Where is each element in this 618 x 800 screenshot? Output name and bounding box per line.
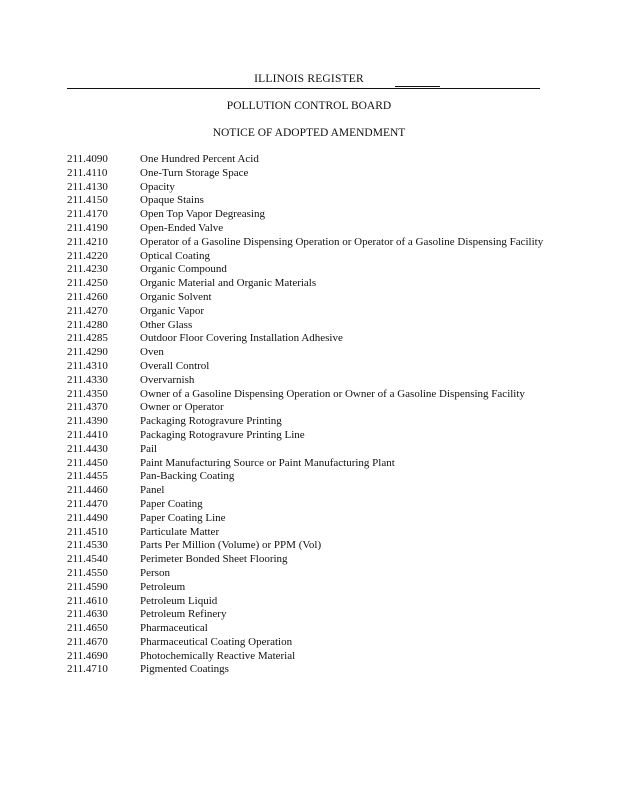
list-item — [67, 498, 547, 512]
list-item — [67, 181, 547, 195]
section-number: 211.4490 — [67, 511, 108, 524]
list-item — [67, 663, 547, 677]
list-item — [67, 346, 547, 360]
section-term: Person — [140, 566, 170, 579]
list-item — [67, 650, 547, 664]
section-term: Parts Per Million (Volume) or PPM (Vol) — [140, 539, 322, 552]
section-number: 211.4410 — [67, 428, 108, 441]
section-term: Opacity — [140, 180, 175, 193]
list-item — [67, 388, 547, 402]
section-number: 211.4150 — [67, 194, 108, 207]
section-number: 211.4170 — [67, 208, 108, 221]
section-term: Photochemically Reactive Material — [140, 649, 296, 662]
section-list — [67, 153, 547, 677]
list-item — [67, 167, 547, 181]
section-term: One-Turn Storage Space — [140, 166, 249, 179]
header-rule-accent — [395, 86, 440, 87]
notice-title: NOTICE OF ADOPTED AMENDMENT — [212, 127, 406, 139]
section-number: 211.4270 — [67, 304, 108, 317]
list-item — [67, 526, 547, 540]
board-title: POLLUTION CONTROL BOARD — [226, 100, 392, 112]
list-item — [67, 595, 547, 609]
section-number: 211.4330 — [67, 373, 108, 386]
section-term: Pigmented Coatings — [140, 663, 229, 676]
section-term: Pharmaceutical — [140, 622, 208, 635]
section-term: Pharmaceutical Coating Operation — [140, 635, 293, 648]
section-term: Perimeter Bonded Sheet Flooring — [140, 553, 288, 566]
list-item — [67, 194, 547, 208]
section-term: Paper Coating — [140, 497, 203, 510]
list-item — [67, 360, 547, 374]
section-number: 211.4370 — [67, 401, 108, 414]
section-term: Optical Coating — [140, 249, 210, 262]
section-term: Paint Manufacturing Source or Paint Manufacturing Plant — [140, 456, 395, 469]
section-number: 211.4540 — [67, 553, 108, 566]
list-item — [67, 222, 547, 236]
list-item — [67, 277, 547, 291]
list-item — [67, 429, 547, 443]
list-item — [67, 374, 547, 388]
section-number: 211.4260 — [67, 290, 108, 303]
list-item — [67, 250, 547, 264]
list-item — [67, 263, 547, 277]
section-term: Outdoor Floor Covering Installation Adhesive — [140, 332, 343, 345]
section-number: 211.4610 — [67, 594, 108, 607]
section-term: Packaging Rotogravure Printing Line — [140, 428, 305, 441]
list-item — [67, 567, 547, 581]
list-item — [67, 512, 547, 526]
section-number: 211.4110 — [67, 166, 108, 179]
section-term: Open Top Vapor Degreasing — [140, 208, 265, 221]
section-term: Open-Ended Valve — [140, 221, 224, 234]
section-term: Owner of a Gasoline Dispensing Operation or Owner of a Gasoline Dispensing Facility — [140, 387, 525, 400]
section-number: 211.4710 — [67, 663, 108, 676]
section-term: Petroleum — [140, 580, 186, 593]
section-number: 211.4590 — [67, 580, 108, 593]
section-term: Organic Compound — [140, 263, 227, 276]
section-term: Paper Coating Line — [140, 511, 226, 524]
section-number: 211.4450 — [67, 456, 108, 469]
section-term: Organic Material and Organic Materials — [140, 277, 317, 290]
section-number: 211.4090 — [67, 153, 108, 165]
list-item — [67, 291, 547, 305]
section-number: 211.4210 — [67, 235, 108, 248]
section-term: Other Glass — [140, 318, 193, 331]
section-term: Panel — [140, 484, 165, 497]
section-term: Overall Control — [140, 359, 210, 372]
register-title: ILLINOIS REGISTER — [254, 73, 364, 85]
section-number: 211.4650 — [67, 622, 108, 635]
list-item — [67, 236, 547, 250]
section-term: Oven — [140, 346, 164, 359]
section-number: 211.4190 — [67, 221, 108, 234]
section-number: 211.4220 — [67, 249, 108, 262]
section-term: Petroleum Liquid — [140, 594, 218, 607]
section-number: 211.4455 — [67, 470, 108, 483]
section-number: 211.4350 — [67, 387, 108, 400]
section-number: 211.4430 — [67, 442, 108, 455]
list-item — [67, 305, 547, 319]
section-term: One Hundred Percent Acid — [140, 153, 259, 165]
list-item — [67, 539, 547, 553]
section-number: 211.4250 — [67, 277, 108, 290]
list-item — [67, 443, 547, 457]
section-term: Pan-Backing Coating — [140, 470, 235, 483]
list-item — [67, 401, 547, 415]
list-item — [67, 608, 547, 622]
section-term: Opaque Stains — [140, 194, 204, 207]
section-term: Organic Vapor — [140, 304, 205, 317]
list-item — [67, 622, 547, 636]
list-item — [67, 553, 547, 567]
section-number: 211.4550 — [67, 566, 108, 579]
section-number: 211.4510 — [67, 525, 108, 538]
list-item — [67, 457, 547, 471]
list-item — [67, 415, 547, 429]
section-number: 211.4690 — [67, 649, 108, 662]
section-number: 211.4130 — [67, 180, 108, 193]
list-item — [67, 484, 547, 498]
header-rule — [67, 88, 540, 89]
section-number: 211.4310 — [67, 359, 108, 372]
section-number: 211.4630 — [67, 608, 108, 621]
section-number: 211.4470 — [67, 497, 108, 510]
section-term: Organic Solvent — [140, 290, 212, 303]
section-number: 211.4290 — [67, 346, 108, 359]
list-item — [67, 319, 547, 333]
section-term: Particulate Matter — [140, 525, 220, 538]
section-term: Operator of a Gasoline Dispensing Operation or Operator of a Gasoline Dispensing Facility — [140, 235, 544, 248]
section-term: Packaging Rotogravure Printing — [140, 415, 282, 428]
list-item — [67, 636, 547, 650]
list-item — [67, 332, 547, 346]
section-number: 211.4670 — [67, 635, 108, 648]
section-number: 211.4390 — [67, 415, 108, 428]
section-number: 211.4460 — [67, 484, 108, 497]
list-item — [67, 581, 547, 595]
section-number: 211.4285 — [67, 332, 108, 345]
section-number: 211.4530 — [67, 539, 108, 552]
section-number: 211.4230 — [67, 263, 108, 276]
section-term: Petroleum Refinery — [140, 608, 227, 621]
list-item — [67, 208, 547, 222]
list-item — [67, 153, 547, 167]
section-number: 211.4280 — [67, 318, 108, 331]
section-term: Overvarnish — [140, 373, 195, 386]
section-term: Owner or Operator — [140, 401, 224, 414]
list-item — [67, 470, 547, 484]
section-term: Pail — [140, 442, 158, 455]
